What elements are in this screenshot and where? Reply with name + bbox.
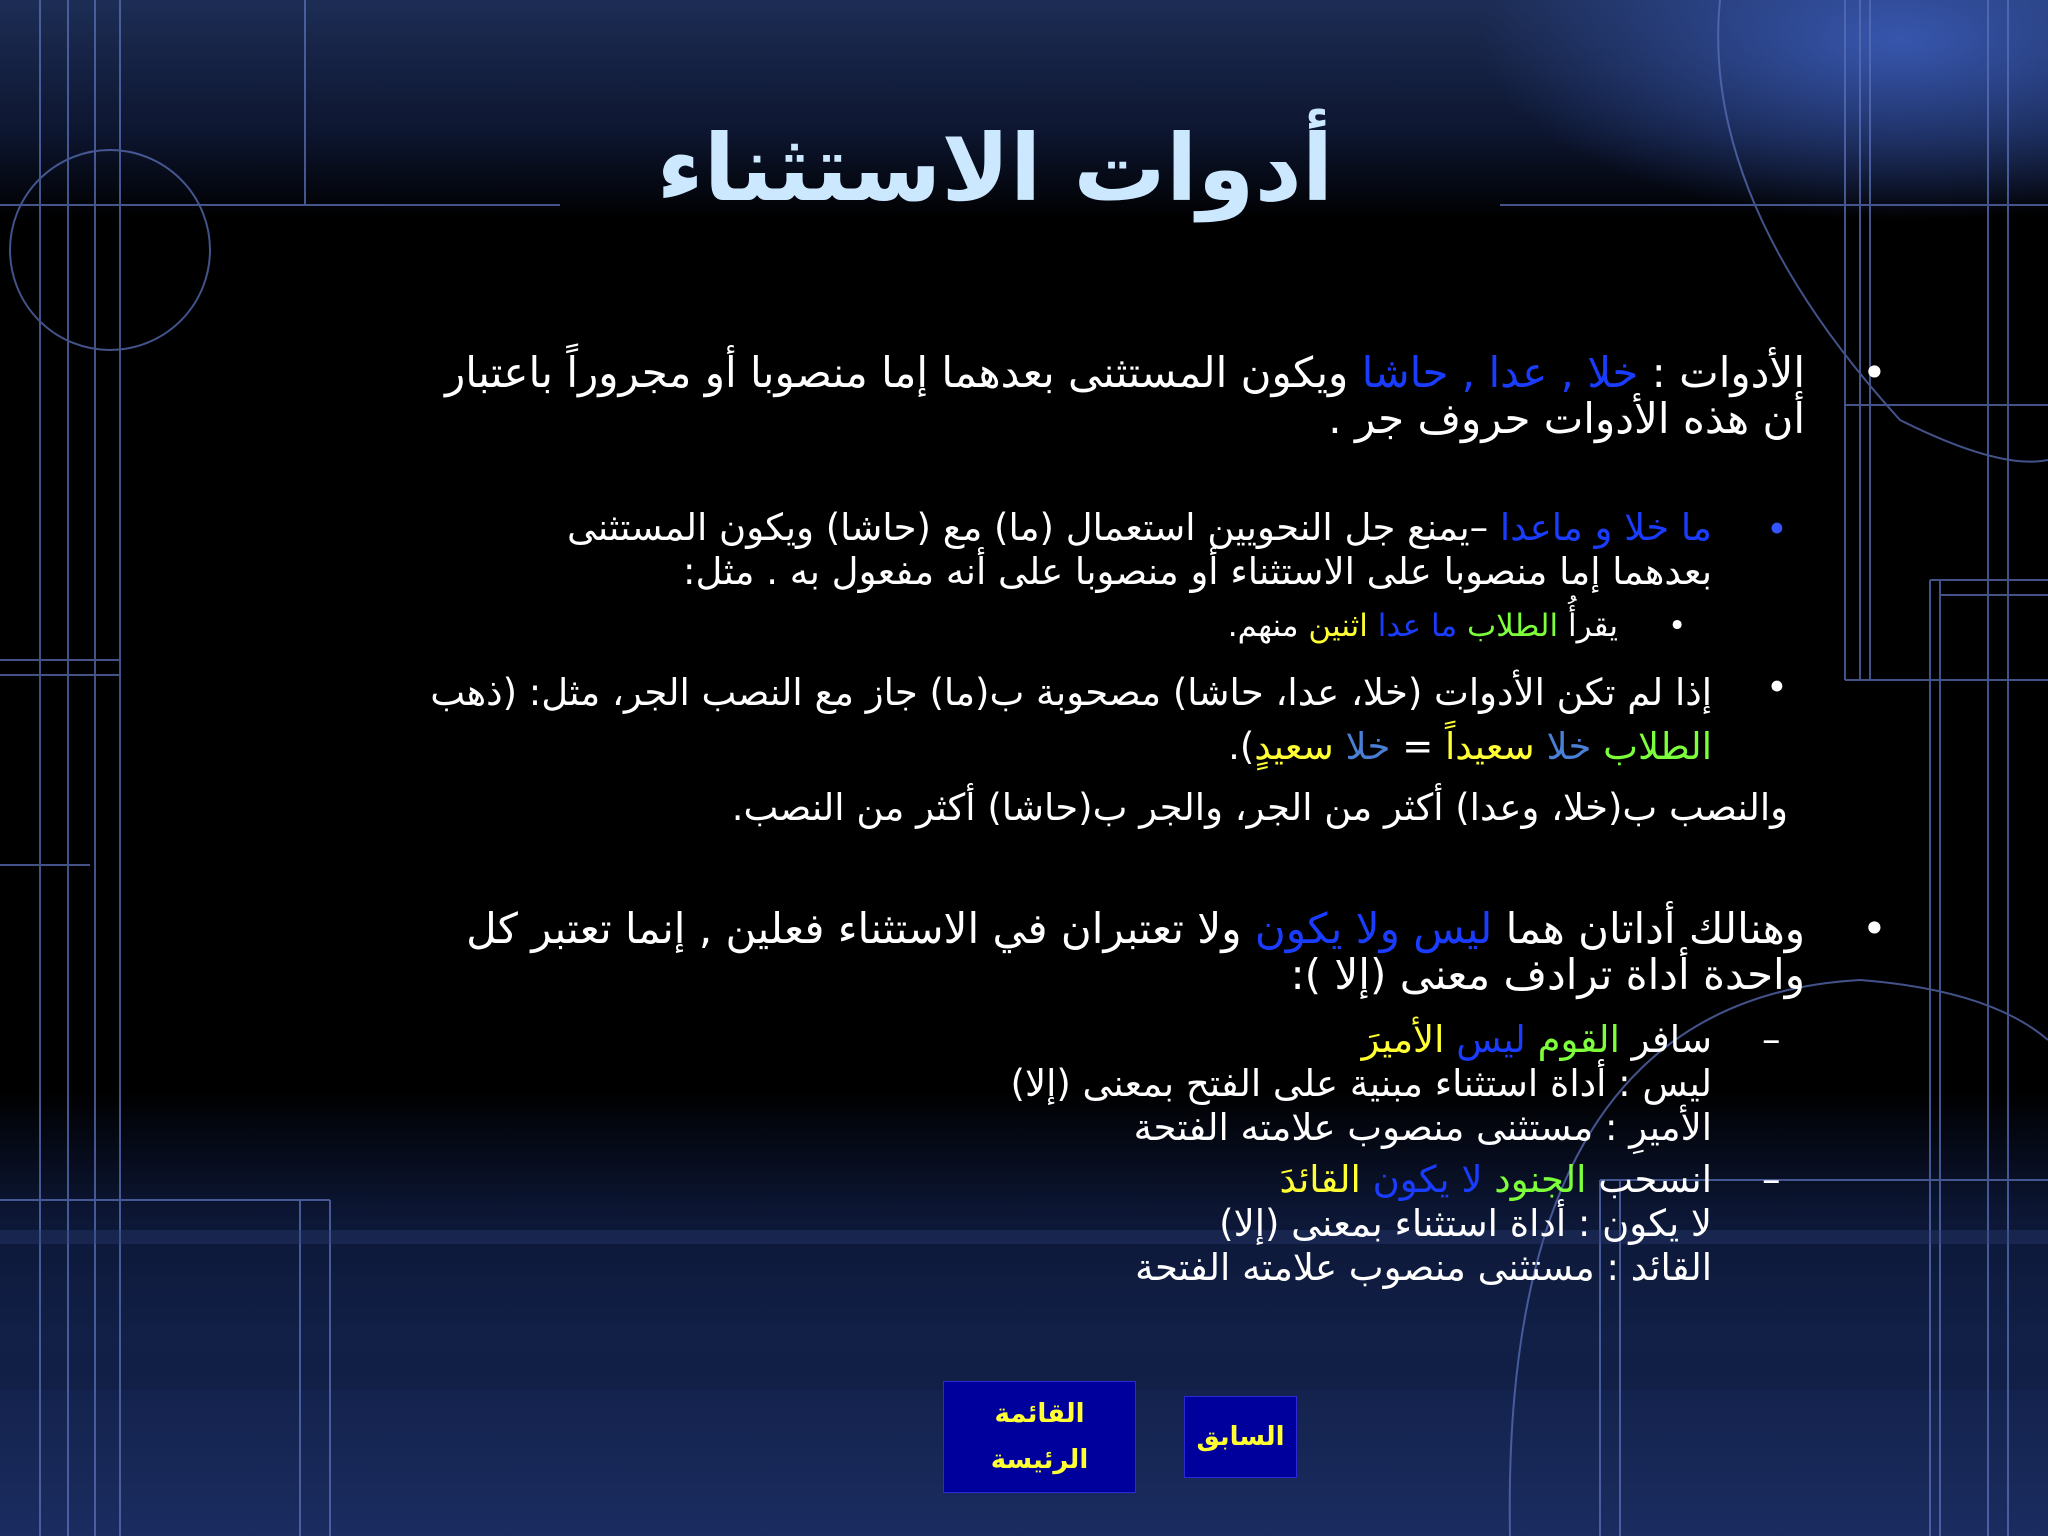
sub2-word-khala-2: خلا bbox=[1333, 725, 1391, 768]
bullet-laysa-la-yakun bbox=[185, 906, 1805, 998]
sub2-line2 bbox=[152, 720, 1712, 774]
ex3-word-qaid: القائدَ bbox=[1279, 1158, 1373, 1201]
tools-label: الأدوات : bbox=[1638, 348, 1805, 397]
ex1-word-ma-ada: ما عدا bbox=[1367, 608, 1467, 644]
ex2-word-amir: الأميرَ bbox=[1361, 1018, 1457, 1061]
ex2-word-safara: سافر bbox=[1619, 1018, 1712, 1061]
sub1-line1-rest: –يمنع جل النحويين استعمال (ما) مع (حاشا) ويكون المستثنى bbox=[567, 506, 1500, 549]
sub2-line1: إذا لم تكن الأدوات (خلا، عدا، حاشا) مصحوبة ب(ما) جاز مع النصب الجر، مثل: (ذهب bbox=[430, 671, 1712, 714]
example-bullet-dot: • bbox=[1668, 608, 1687, 644]
ex2-explain-laysa: ليس : أداة استثناء مبنية على الفتح بمعنى (إلا) bbox=[1010, 1062, 1712, 1105]
example-laysa bbox=[412, 1018, 1712, 1150]
bullet2-start: وهنالك أداتان هما bbox=[1492, 904, 1805, 953]
ex3-word-insahaba: انسحب bbox=[1586, 1158, 1712, 1201]
ex3-explain-qaid: القائد : مستثنى منصوب علامته الفتحة bbox=[1135, 1246, 1712, 1289]
ex2-explain-amir: الأميرِ : مستثنى منصوب علامته الفتحة bbox=[1133, 1106, 1712, 1149]
sub1-line1 bbox=[212, 506, 1712, 550]
ex3-sentence bbox=[412, 1158, 1712, 1202]
ex2-word-qawm: القوم bbox=[1537, 1018, 1620, 1061]
sub-bullet-dot: • bbox=[1766, 666, 1788, 709]
sub2-word-khala: خلا bbox=[1534, 725, 1604, 768]
sub1-line2: بعدهما إما منصوبا على الاستثناء أو منصوبا على أنه مفعول به . مثل: bbox=[683, 550, 1712, 593]
bullet-tools-line1 bbox=[205, 350, 1805, 396]
sub2-equals: = bbox=[1390, 725, 1445, 768]
ex1-word-tullab: الطلاب bbox=[1466, 608, 1559, 644]
sub2-word-saidin: سعيدٍ bbox=[1254, 725, 1334, 768]
bullet-dot: • bbox=[1862, 904, 1887, 953]
ex3-explain-la-yakun: لا يكون : أداة استثناء بمعنى (إلا) bbox=[1219, 1202, 1712, 1245]
bullet-tools-intro bbox=[205, 350, 1805, 442]
bullet2-highlight: ليس ولا يكون bbox=[1254, 904, 1493, 953]
dash-marker: – bbox=[1762, 1018, 1781, 1061]
tools-line1-rest: ويكون المستثنى بعدهما إما منصوبا أو مجروراً باعتبار bbox=[445, 348, 1362, 397]
dash-marker: – bbox=[1762, 1158, 1781, 1201]
bullet2-line2: واحدة أداة ترادف معنى (إلا ): bbox=[1290, 950, 1805, 999]
previous-button[interactable]: السابق bbox=[1184, 1396, 1297, 1478]
ex3-word-junud: الجنود bbox=[1494, 1158, 1587, 1201]
bullet2-line1-rest: ولا تعتبران في الاستثناء فعلين , إنما تعتبر كل bbox=[466, 904, 1255, 953]
sub2-word-tullab: الطلاب bbox=[1603, 725, 1712, 768]
ex1-word-ithnayn: اثنين bbox=[1308, 608, 1368, 644]
sub-bullet-dot: • bbox=[1766, 508, 1788, 551]
bullet-dot: • bbox=[1862, 348, 1887, 397]
ex3-word-la-yakun: لا يكون bbox=[1372, 1158, 1495, 1201]
sub-bullet-without-ma bbox=[152, 666, 1712, 774]
tools-highlight: خلا , عدا , حاشا bbox=[1361, 348, 1639, 397]
ex1-word-yaqra: يقرأُ bbox=[1558, 608, 1618, 644]
main-menu-button[interactable]: القائمة الرئيسة bbox=[943, 1381, 1136, 1493]
slide-title: أدوات الاستثناء bbox=[656, 115, 1334, 222]
sub2-close-paren: ). bbox=[1228, 725, 1255, 768]
sub1-highlight: ما خلا و ماعدا bbox=[1499, 506, 1712, 549]
example-la-yakun bbox=[412, 1158, 1712, 1290]
sub2-word-saidan: سعيداً bbox=[1444, 725, 1535, 768]
ex2-word-laysa: ليس bbox=[1456, 1018, 1538, 1061]
ex2-sentence bbox=[412, 1018, 1712, 1062]
example-sentence-1 bbox=[318, 606, 1618, 646]
tools-line2: أن هذه الأدوات حروف جر . bbox=[1328, 394, 1805, 443]
ex1-word-minhum: منهم. bbox=[1227, 608, 1309, 644]
bullet2-line1 bbox=[185, 906, 1805, 952]
note-nasb-jarr: والنصب ب(خلا، وعدا) أكثر من الجر، والجر ب(حاشا) أكثر من النصب. bbox=[731, 786, 1788, 829]
sub-bullet-ma-khala bbox=[212, 506, 1712, 594]
